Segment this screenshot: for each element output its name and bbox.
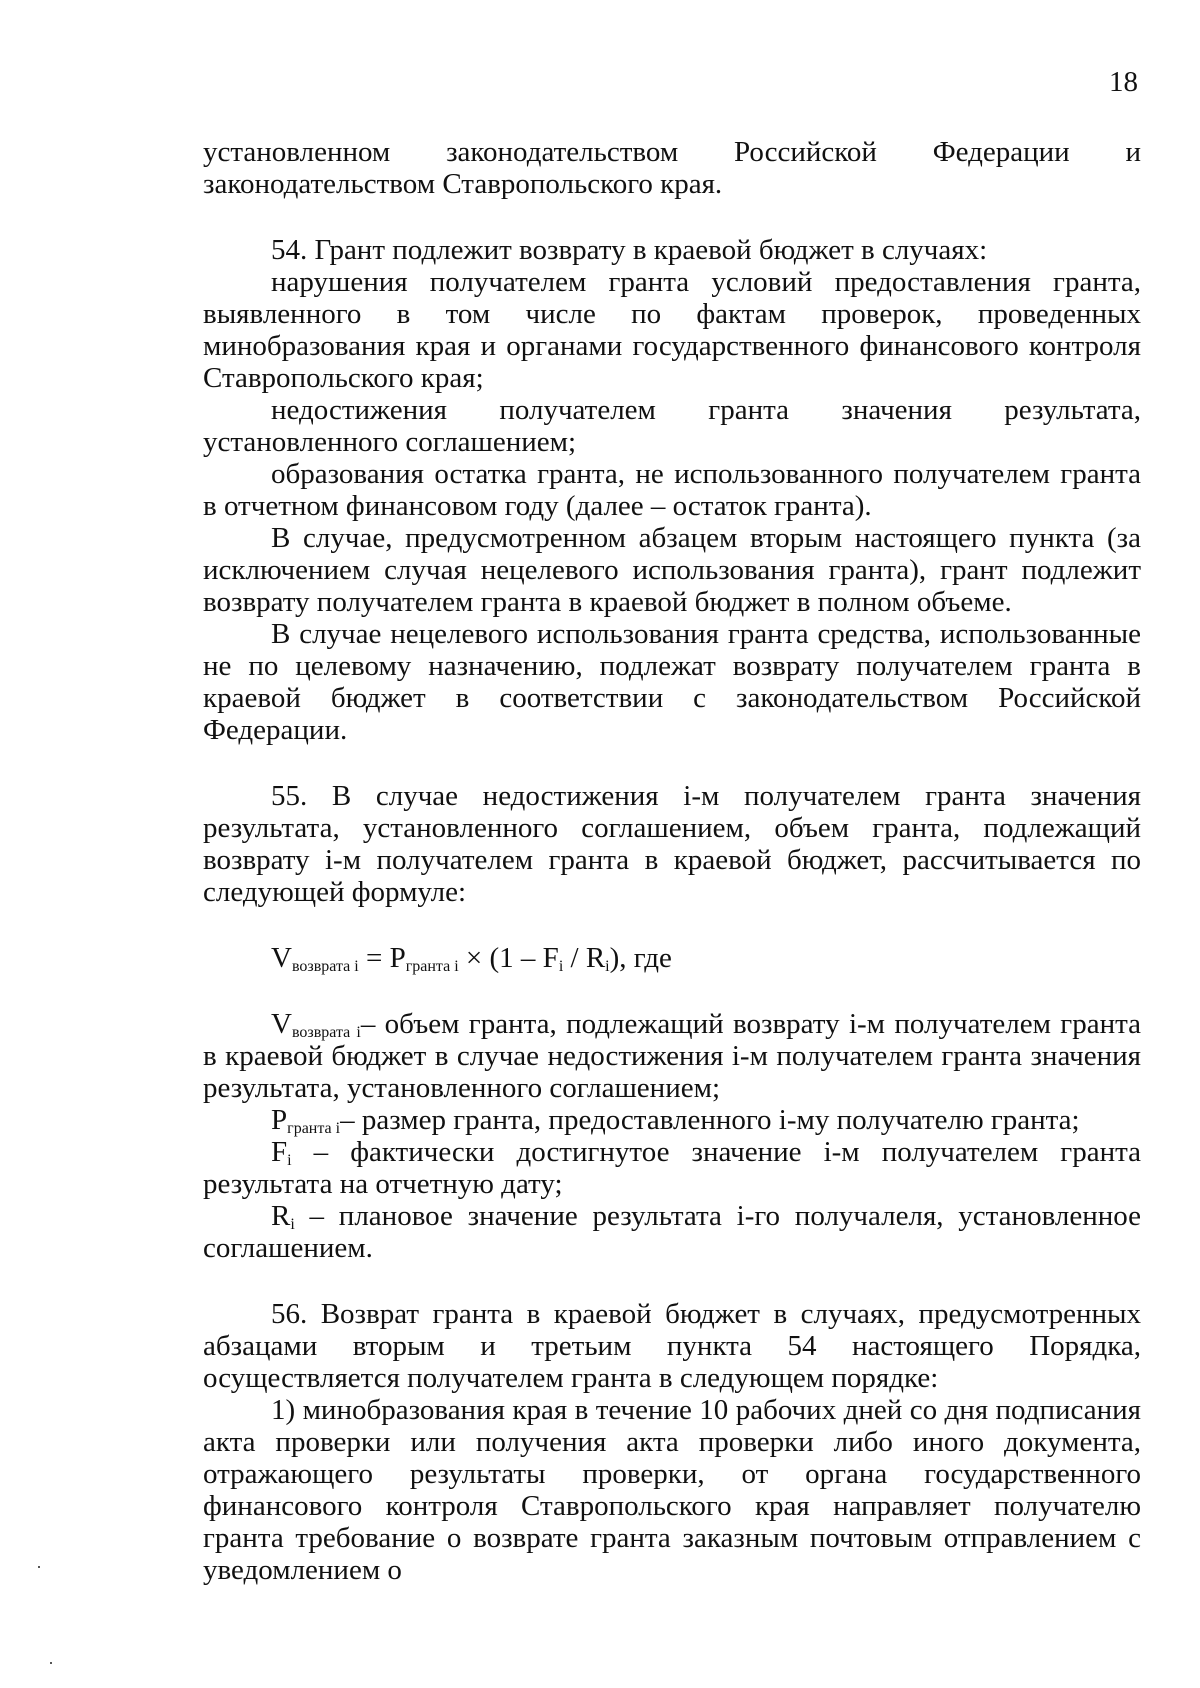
definition-p-text: – размер гранта, предоставленного i-му получателю гранта; — [340, 1104, 1080, 1136]
definition-p-symbol: P — [271, 1104, 288, 1136]
section-55-lead: 55. В случае недостижения i-м получателем гранта значения результата, установленного соглашением, объем гранта, подлежащий возврату i-м получателем гранта в краевой бюджет, рассчитывается по следующей формуле: — [203, 780, 1141, 908]
definition-p-sub: гранта i — [287, 1120, 341, 1137]
section-54-lead: 54. Грант подлежит возврату в краевой бюджет в случаях: — [271, 234, 988, 266]
definition-f-text: – фактически достигнутое значение i-м получателем гранта результата на отчетную дату; — [203, 1136, 1141, 1200]
definition-f — [203, 1136, 1141, 1200]
definition-v-symbol: V — [271, 1008, 292, 1040]
formula-f-sub: i — [558, 958, 564, 975]
return-formula — [203, 942, 1141, 974]
formula-tail: ), где — [609, 942, 672, 974]
formula-mid: × (1 – F — [458, 942, 559, 974]
definition-r — [203, 1200, 1141, 1264]
formula-v: V — [271, 942, 292, 974]
definition-p — [203, 1104, 1141, 1136]
formula-r-sub: i — [605, 958, 610, 975]
page-number: 18 — [1109, 66, 1138, 98]
section-54-paragraph: В случае, предусмотренном абзацем вторым настоящего пункта (за исключением случая нецелевого использования гранта), грант подлежит возврату получателем гранта в краевой бюджет в полном объеме. — [203, 522, 1141, 618]
definition-v — [203, 1008, 1141, 1104]
section-56-item-1: 1) минобразования края в течение 10 рабочих дней со дня подписания акта проверки или получения акта проверки либо иного документа, отражающего результаты проверки, от органа государственного финансового контроля Ставропольского края направляет получателю гранта требование о возврате гранта заказным почтовым отправлением с уведомлением о — [203, 1394, 1141, 1586]
definition-r-sub: i — [290, 1216, 295, 1233]
definition-f-symbol: F — [271, 1136, 288, 1168]
definition-r-symbol: R — [271, 1200, 291, 1232]
section-54-paragraph: нарушения получателем гранта условий предоставления гранта, выявленного в том числе по фактам проверок, проведенных минобразования края и органами государственного финансового контроля Ставропольского края; — [203, 266, 1141, 394]
document-body — [203, 136, 1141, 1586]
section-54-paragraph: недостижения получателем гранта значения результата, установленного соглашением; — [203, 394, 1141, 458]
definition-v-text: – объем гранта, подлежащий возврату i-м получателем гранта в краевой бюджет в случае недостижения i-м получателем гранта значения результата, установленного соглашением; — [203, 1008, 1141, 1104]
definition-r-text: – плановое значение результата i-го получалеля, установленное соглашением. — [203, 1200, 1141, 1264]
intro-paragraph: установленном законодательством Российской Федерации и законодательством Ставропольского края. — [203, 136, 1141, 200]
definition-f-sub: i — [287, 1152, 292, 1169]
formula-p: P — [389, 942, 406, 974]
scan-speck — [50, 1662, 52, 1664]
scan-speck — [38, 1566, 40, 1568]
definition-v-sub: возврата i — [291, 1024, 361, 1041]
formula-v-sub: возврата i — [291, 958, 359, 975]
formula-eq: = — [358, 942, 390, 974]
section-54-paragraph: В случае нецелевого использования гранта средства, использованные не по целевому назначению, подлежат возврату получателем гранта в краевой бюджет в соответствии с законодательством Российской Федерации. — [203, 618, 1141, 746]
section-54-paragraph: образования остатка гранта, не использованного получателем гранта в отчетном финансовом году (далее – остаток гранта). — [203, 458, 1141, 522]
formula-slash: / R — [563, 942, 606, 974]
formula-p-sub: гранта i — [405, 958, 459, 975]
section-56-lead: 56. Возврат гранта в краевой бюджет в случаях, предусмотренных абзацами вторым и третьим пункта 54 настоящего Порядка, осуществляется получателем гранта в следующем порядке: — [203, 1298, 1141, 1394]
